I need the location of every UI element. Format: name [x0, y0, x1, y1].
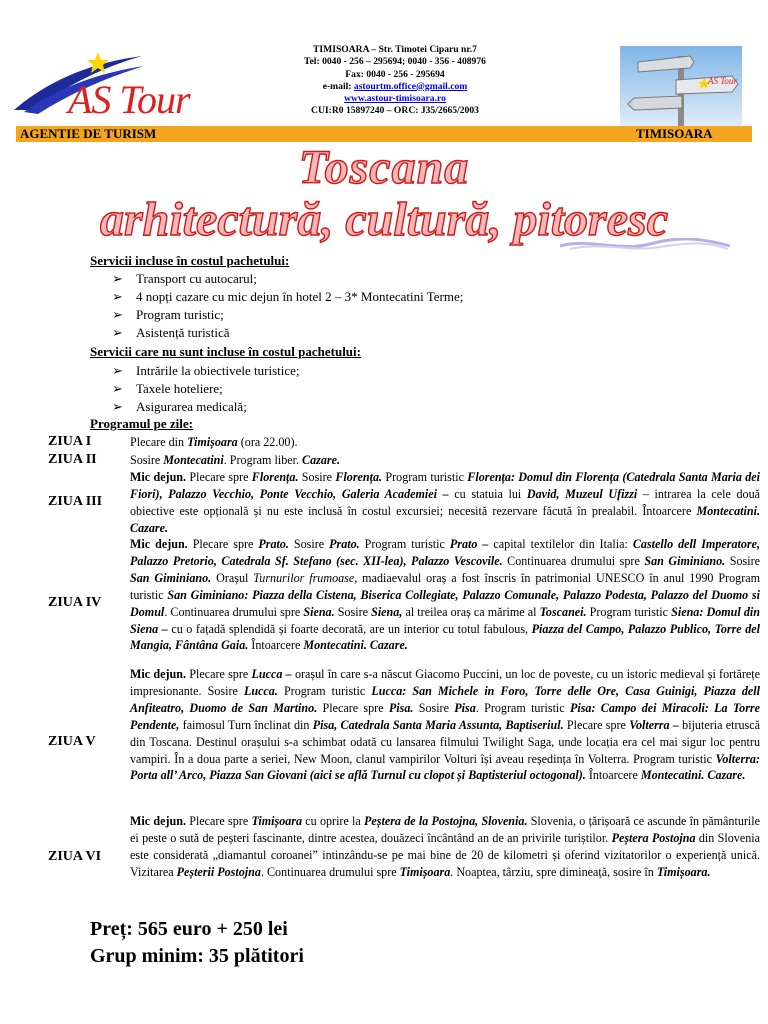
email-link[interactable]: astourtm.office@gmail.com	[353, 80, 468, 92]
signpost-image	[620, 46, 742, 132]
registration: CUI:R0 15897240 – ORC: J35/2665/2003	[311, 105, 479, 117]
arrow-icon: ➢	[112, 271, 123, 286]
fax: Fax: 0040 - 256 - 295694	[345, 68, 445, 80]
arrow-icon: ➢	[112, 325, 123, 340]
arrow-icon: ➢	[112, 289, 123, 304]
day-1-text: Plecare din Timișoara (ora 22.00).	[130, 435, 298, 449]
arrow-icon: ➢	[112, 363, 123, 378]
program-heading: Programul pe zile:	[90, 416, 194, 431]
list-item: ➢ Taxele hoteliere;	[112, 381, 223, 396]
day-label: ZIUA V	[48, 734, 96, 749]
page-subtitle: arhitectură, cultură, pitoresc	[99, 193, 669, 246]
logo-text: AS Tour	[68, 77, 190, 122]
website-link[interactable]: www.astour-timisoara.ro	[344, 93, 446, 105]
day-3-text: Mic dejun. Plecare spre Florența. Sosire Florența. Program turistic Florența: Domul din Florența (Catedrala Santa Maria dei Fiori), Palazzo Vecchio, Ponte Vecchio, Galeria Academiei – cu statuia lui David, Muzeul Ufizzi – intrarea la cele două obiective este opțională și nu este inclusă în costul excursiei; necesită rezervare făcută în prealabil. Întoarcere Montecatini. Cazare.	[130, 470, 760, 535]
list-item: ➢ Transport cu autocarul;	[112, 271, 257, 286]
signpost-icon	[620, 46, 742, 132]
contact-block	[250, 44, 540, 118]
decorative-swirl-icon	[560, 238, 730, 252]
included-heading: Servicii incluse în costul pachetului:	[90, 253, 290, 268]
price: Preț: 565 euro + 250 lei	[90, 918, 288, 940]
day-4-text: Mic dejun. Plecare spre Prato. Sosire Prato. Program turistic Prato – capital textilelor din Italia: Castello dell Imperatore, Palazzo Pretorio, Catedrala Sf. Stefano (sec. XII-lea), Palazzo Vescovile. Continuarea drumului spre San Giminiano. Sosire San Giminiano. Orașul Turnurilor frumoase, madiaevalul oraș a fost înscris în patrimonial UNESCO în anul 1990 Program turistic San Giminiano: Piazza della Cistena, Biserica Collegiate, Palazzo Comunale, Palazzo Podesta, Palazzo del Duomo si Domul. Continuarea drumului spre Siena. Sosire Siena, al treilea oraș ca mărime al Toscanei. Program turistic Siena: Domul din Siena – cu o fațadă splendidă și foarte decorată, are un interior cu totul fabulous, Piazza del Campo, Palazzo Publico, Torre del Mangia, Fântâna Gaia. Întoarcere Montecatini. Cazare.	[130, 537, 761, 653]
day-label: ZIUA III	[48, 494, 103, 509]
day-label: ZIUA VI	[48, 849, 102, 864]
day-label: ZIUA IV	[48, 595, 102, 610]
arrow-icon: ➢	[112, 399, 123, 414]
address: TIMISOARA – Str. Timotei Ciparu nr.7	[313, 44, 477, 55]
excluded-heading: Servicii care nu sunt incluse în costul pachetului:	[90, 344, 361, 359]
list-item: ➢ Intrările la obiectivele turistice;	[112, 363, 300, 378]
list-item: ➢ Asistență turistică	[112, 325, 230, 340]
day-2-text: Sosire Montecatini. Program liber. Cazare.	[130, 453, 340, 467]
minimum-group: Grup minim: 35 plătitori	[90, 945, 304, 967]
list-item: ➢ Program turistic;	[112, 307, 224, 322]
list-item: ➢ Asigurarea medicală;	[112, 399, 247, 414]
city-label: TIMISOARA	[636, 126, 713, 141]
day-label: ZIUA I	[48, 434, 92, 449]
day-label: ZIUA II	[48, 452, 97, 467]
email-line	[250, 81, 540, 93]
day-6-text: Mic dejun. Plecare spre Timișoara cu oprire la Peștera de la Postojna, Slovenia. Slovenia, o țărișoară ce ascunde în pământurile ei peste o sută de peșteri fascinante, dintre acestea, douăzeci încântând an de an privirile turiștilor. Peștera Postojna din Slovenia este considerată „diamantul coroanei” intinzându-se pe mai bine de 20 de kilometri și oferind vizitatorilor o experiență unică. Vizitarea Peșterii Postojna. Continuarea drumului spre Timișoara. Noaptea, târziu, spre dimineață, sosire în Timișoara.	[130, 814, 760, 879]
day-5-text: Mic dejun. Plecare spre Lucca – orașul în care s-a născut Giacomo Puccini, un loc de poveste, cu un istoric medieval și fortărețe impresionante. Sosire Lucca. Program turistic Lucca: San Michele in Foro, Torre delle Ore, Casa Guinigi, Piazza dell Anfiteatro, Duomo de San Martino. Plecare spre Pisa. Sosire Pisa. Program turistic Pisa: Campo dei Miracoli: La Torre Pendente, faimosul Turn înclinat din Pisa, Catedrala Santa Maria Assunta, Baptiseriul. Plecare spre Volterra – bijuteria etruscă din Toscana. Destinul orașului s-a schimbat odată cu lansarea filmului Twilight Saga, unde locația era cel mai sigur loc pentru vampiri. În a doua parte a seriei, New Moon, clanul vampirilor Volturi își aveau reședința în Volterra. Program turistic Volterra: Porta all’ Arco, Piazza San Giovani (aici se află Turnul cu clopot și Baptisteriul octogonal). Întoarcere Montecatini. Cazare.	[130, 667, 761, 783]
arrow-icon: ➢	[112, 381, 123, 396]
list-item: ➢ 4 nopți cazare cu mic dejun în hotel 2 – 3* Montecatini Terme;	[112, 289, 464, 304]
arrow-icon: ➢	[112, 307, 123, 322]
signpost-text: AS Tour	[708, 76, 737, 86]
telephone: Tel: 0040 - 256 – 295694; 0040 - 356 - 408976	[304, 56, 486, 68]
email-label: e-mail:	[322, 80, 354, 92]
page-title: Toscana	[298, 141, 470, 194]
agency-label: AGENTIE DE TURISM	[20, 126, 157, 141]
as-tour-logo	[12, 46, 192, 126]
